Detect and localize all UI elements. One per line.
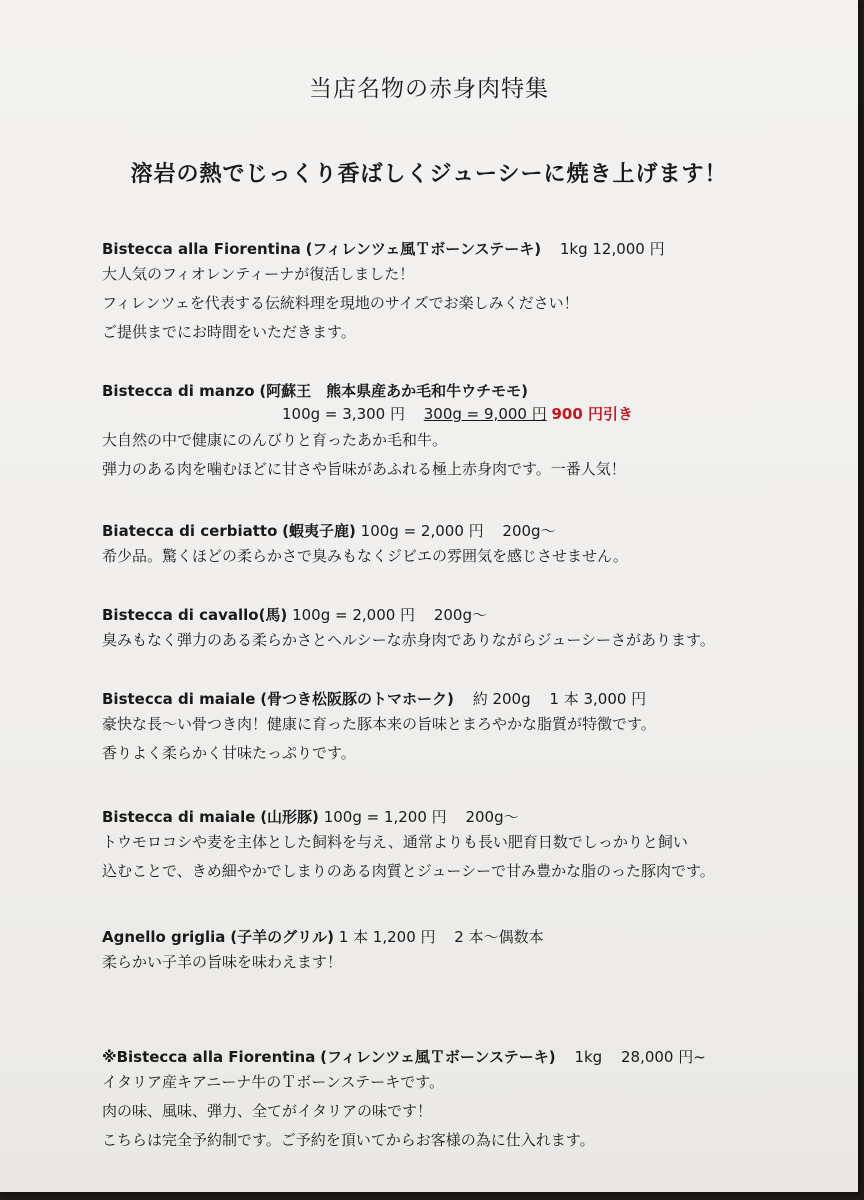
item-qty: 200g～	[502, 522, 556, 540]
item-heading	[102, 806, 842, 828]
item-price: 100g = 3,300 円	[282, 405, 405, 423]
item-desc-line: イタリア産キアニーナ牛のＴボーンステーキです。	[102, 1073, 445, 1091]
item-jp-name: (蝦夷子鹿)	[282, 522, 356, 540]
menu-item-maiale-tomahawk	[102, 688, 842, 768]
item-name: Biatecca di cerbiatto	[102, 522, 278, 540]
item-heading	[102, 520, 842, 542]
item-desc-line: トウモロコシや麦を主体とした飼料を与え、通常よりも長い肥育日数でしっかりと飼い	[102, 833, 688, 851]
page-subtitle: 溶岩の熱でじっくり香ばしくジューシーに焼き上げます！	[130, 162, 728, 187]
menu-item-manzo	[102, 380, 842, 484]
item-price-row	[102, 402, 842, 426]
item-desc-line: 希少品。驚くほどの柔らかさで臭みもなくジビエの雰囲気を感じさせません。	[102, 547, 628, 565]
item-desc-line: 臭みもなく弾力のある柔らかさとヘルシーな赤身肉でありながらジューシーさがあります。	[102, 631, 715, 649]
menu-item-maiale-yamagata	[102, 806, 842, 886]
item-heading	[102, 380, 842, 402]
item-name: Bistecca di cavallo	[102, 606, 259, 624]
menu-item-fiorentina-chianina	[102, 1046, 842, 1155]
item-name: ※Bistecca alla Fiorentina	[102, 1048, 316, 1066]
item-qty: 28,000 円~	[620, 1048, 706, 1066]
item-name: Agnello griglia	[102, 928, 226, 946]
discount-badge: 900 円引き	[551, 405, 634, 423]
menu-item-cerbiatto	[102, 520, 842, 571]
item-name: Bistecca di manzo	[102, 382, 255, 400]
item-name: Bistecca di maiale	[102, 808, 256, 826]
item-jp-name: (子羊のグリル)	[230, 928, 334, 946]
item-heading	[102, 688, 842, 710]
item-desc-line: こちらは完全予約制です。ご予約を頂いてからお客様の為に仕入れます。	[102, 1131, 595, 1149]
item-jp-name: (フィレンツェ風Ｔボーンステーキ)	[320, 1048, 556, 1066]
item-desc-line: 大人気のフィオレンティーナが復活しました！	[102, 265, 415, 283]
item-desc-line: 大自然の中で健康にのんびりと育ったあか毛和牛。	[102, 431, 448, 449]
item-qty: 200g～	[433, 606, 487, 624]
page-title: 当店名物の赤身肉特集	[309, 76, 549, 102]
menu-item-cavallo	[102, 604, 842, 655]
item-desc-line: 豪快な長～い骨つき肉！健康に育った豚本来の旨味とまろやかな脂質が特徴です。	[102, 715, 656, 733]
item-desc-line: 肉の味、風味、弾力、全てがイタリアの味です！	[102, 1102, 433, 1120]
item-desc-line: 弾力のある肉を噛むほどに甘さや旨味があふれる極上赤身肉です。一番人気！	[102, 460, 626, 478]
item-jp-name: (山形豚)	[260, 808, 319, 826]
item-qty: 2 本～偶数本	[454, 928, 544, 946]
item-desc-line: 込むことで、きめ細やかでしまりのある肉質とジューシーで甘み豊かな脂のった豚肉です。	[102, 862, 715, 880]
item-desc-line: ご提供までにお時間をいただきます。	[102, 323, 356, 341]
item-price: 約 200g	[472, 690, 531, 708]
item-price: 1 本 1,200 円	[338, 928, 436, 946]
item-name: Bistecca alla Fiorentina	[102, 240, 301, 258]
item-price: 100g = 2,000 円	[360, 522, 484, 540]
menu-item-fiorentina	[102, 238, 842, 347]
item-jp-name: (フィレンツェ風Ｔボーンステーキ)	[305, 240, 542, 258]
item-price: 1kg	[574, 1048, 603, 1066]
item-heading	[102, 1046, 842, 1068]
item-price-bulk: 300g = 9,000 円	[423, 405, 547, 423]
item-jp-name: (馬)	[258, 606, 288, 624]
item-desc-line: 香りよく柔らかく甘味たっぷりです。	[102, 744, 356, 762]
item-heading	[102, 926, 842, 948]
menu-item-agnello	[102, 926, 842, 977]
item-heading	[102, 238, 842, 260]
item-heading	[102, 604, 842, 626]
item-price: 100g = 2,000 円	[292, 606, 416, 624]
item-qty: 200g～	[465, 808, 519, 826]
item-desc-line: 柔らかい子羊の旨味を味わえます！	[102, 953, 343, 971]
item-desc-line: フィレンツェを代表する伝統料理を現地のサイズでお楽しみください！	[102, 294, 579, 312]
item-price: 100g = 1,200 円	[323, 808, 447, 826]
item-jp-name: (骨つき松阪豚のトマホーク)	[260, 690, 454, 708]
item-jp-name: (阿蘇王 熊本県産あか毛和牛ウチモモ)	[259, 382, 529, 400]
item-qty: 1 本 3,000 円	[549, 690, 647, 708]
item-price: 1kg 12,000 円	[559, 240, 665, 258]
item-name: Bistecca di maiale	[102, 690, 256, 708]
